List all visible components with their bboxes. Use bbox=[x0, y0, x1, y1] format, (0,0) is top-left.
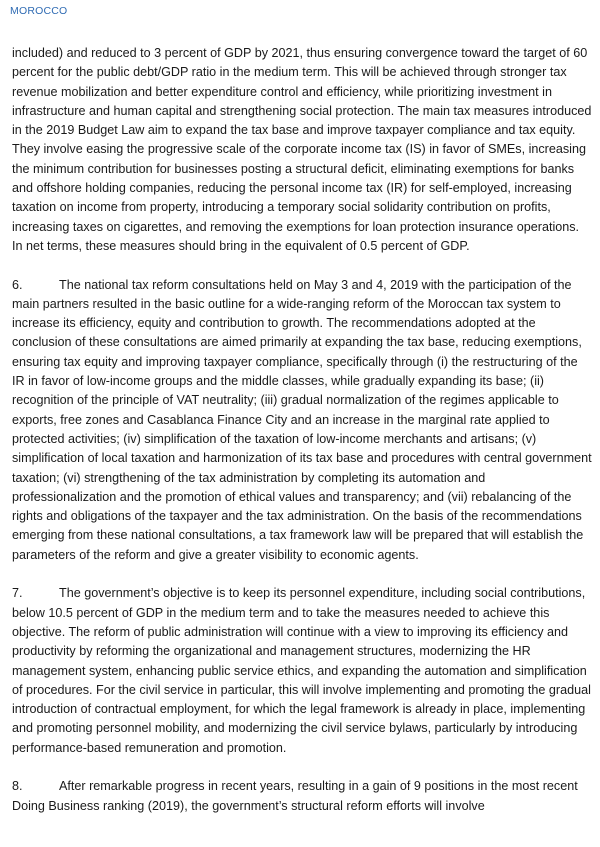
paragraph-8 bbox=[12, 777, 592, 816]
paragraph-6 bbox=[12, 276, 592, 565]
body-text bbox=[12, 44, 592, 835]
paragraph-text: The government’s objective is to keep its personnel expenditure, including social contributions, below 10.5 percent of GDP in the medium term and to take the measures needed to achieve this objective. The reform of public administration will continue with a view to improving its efficiency and productivity by reforming the organizational and management structures, modernizing the HR management system, enhancing public service ethics, and expanding the automation and simplification of procedures. For the civil service in particular, this will involve implementing and promoting the gradual introduction of contractual employment, for which the legal framework is already in place, implementing and promoting personnel mobility, and modernizing the civil service bylaws, particularly by introducing performance-based remuneration and promotion. bbox=[12, 586, 591, 755]
paragraph-7 bbox=[12, 584, 592, 758]
paragraph-text: included) and reduced to 3 percent of GDP by 2021, thus ensuring convergence toward the target of 60 percent for the public debt/GDP ratio in the medium term. This will be achieved through stronger tax revenue mobilization and better expenditure control and efficiency, while prioritizing investment in infrastructure and human capital and strengthening social protection. The main tax measures introduced in the 2019 Budget Law aim to expand the tax base and improve taxpayer compliance and tax equity. They involve easing the progressive scale of the corporate income tax (IS) in favor of SMEs, increasing the minimum contribution for businesses posting a structural deficit, eliminating exemptions for banks and offshore holding companies, reducing the personal income tax (IR) for self-employed, increasing taxation on income from property, introducing a temporary social solidarity contribution on profits, increasing taxes on cigarettes, and removing the exemptions for loan protection insurance operations. In net terms, these measures should bring in the equivalent of 0.5 percent of GDP. bbox=[12, 46, 592, 253]
paragraph-text: After remarkable progress in recent years, resulting in a gain of 9 positions in the most recent Doing Business ranking (2019), the government’s structural reform efforts will involve bbox=[12, 779, 578, 813]
paragraph-text: The national tax reform consultations held on May 3 and 4, 2019 with the participation of the main partners resulted in the basic outline for a wide-ranging reform of the Moroccan tax system to increase its efficiency, equity and contribution to growth. The recommendations adopted at the conclusion of these consultations are aimed primarily at expanding the tax base, reducing exemptions, ensuring tax equity and improving taxpayer compliance, specifically through (i) the restructuring of the IR in favor of low-income groups and the middle classes, while gradually expanding its base; (ii) recognition of the principle of VAT neutrality; (iii) gradual normalization of the regimes applicable to exports, free zones and Casablanca Finance City and an increase in the marginal rate applied to protected activities; (iv) simplification of the taxation of low-income merchants and artisans; (v) simplification of local taxation and harmonization of its tax base and procedures with central government taxation; (vi) strengthening of the tax administration by completing its automation and professionalization and the promotion of ethical values and transparency; and (vii) rebalancing of the rights and obligations of the taxpayer and the tax administration. On the basis of the recommendations emerging from these national consultations, a tax framework law will be prepared that will establish the parameters of the reform and give a greater visibility to economic agents. bbox=[12, 277, 592, 562]
paragraph-number: 6. bbox=[12, 277, 23, 292]
running-header: MOROCCO bbox=[10, 5, 68, 17]
paragraph-number: 7. bbox=[12, 586, 23, 601]
paragraph-continuation bbox=[12, 44, 592, 256]
paragraph-number: 8. bbox=[12, 779, 23, 794]
